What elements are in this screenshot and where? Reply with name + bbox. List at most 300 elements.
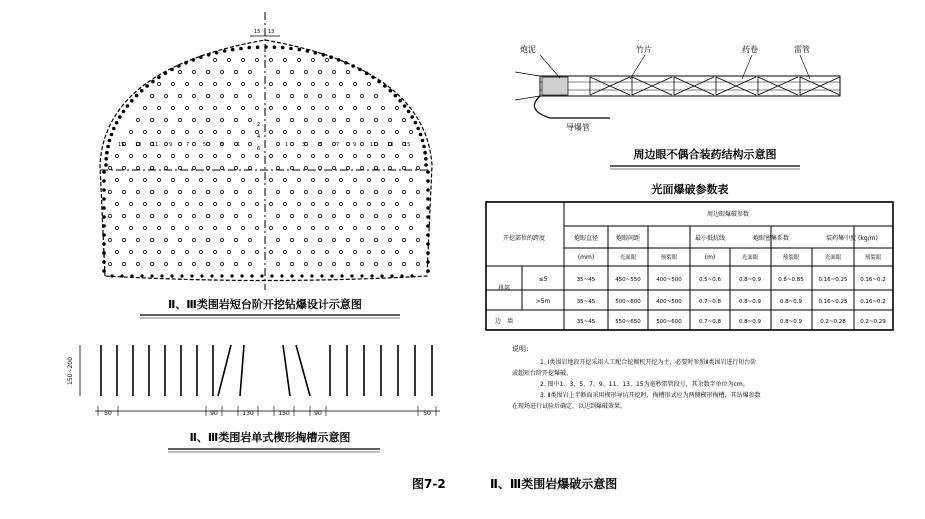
notes-heading: 说明:: [512, 345, 529, 353]
perimeter-hole: [223, 49, 227, 53]
label-stemming: 炮泥: [520, 45, 536, 54]
blast-hole: [374, 238, 377, 241]
blast-hole: [332, 214, 335, 217]
perimeter-hole: [118, 115, 122, 119]
blast-hole: [290, 262, 293, 265]
table-cell: 炮眼直径: [573, 235, 599, 242]
blast-hole: [115, 202, 118, 205]
blast-hole: [311, 154, 314, 157]
blast-hole: [143, 226, 146, 229]
perimeter-hole: [377, 80, 381, 84]
blast-hole: [367, 250, 370, 253]
blast-hole: [388, 238, 391, 241]
param-table-text: [495, 210, 886, 325]
perimeter-hole: [130, 274, 133, 277]
table-cell: 预裂眼: [864, 255, 882, 261]
perimeter-hole: [350, 274, 353, 277]
blast-hole: [199, 178, 202, 181]
blast-hole: [206, 70, 209, 73]
blast-hole: [255, 226, 258, 229]
cut-hole: [283, 345, 290, 396]
perimeter-hole: [421, 139, 425, 143]
table-cell: 0.8~0.9: [738, 277, 762, 283]
blast-hole: [220, 166, 223, 169]
perimeter-hole: [390, 274, 393, 277]
blast-hole: [325, 58, 328, 61]
blast-hole: [129, 154, 132, 157]
blast-hole: [178, 166, 181, 169]
perimeter-hole: [140, 274, 143, 277]
blast-hole: [416, 166, 419, 169]
blast-hole: [143, 106, 146, 109]
table-cell: 0.2~0.28: [820, 319, 846, 325]
table-cell: 炮眼密集系数: [752, 235, 790, 242]
perimeter-hole: [300, 274, 303, 277]
perimeter-hole: [170, 68, 174, 72]
blast-hole: [318, 214, 321, 217]
blast-hole: [241, 154, 244, 157]
perimeter-hole: [426, 269, 430, 273]
blast-hole: [381, 106, 384, 109]
cut-hole: [240, 345, 244, 396]
table-cell: 0.16~0.25: [818, 299, 848, 305]
figure-number: 图7-2: [412, 477, 446, 491]
blast-hole: [360, 118, 363, 121]
blast-hole: [108, 166, 111, 169]
blast-hole: [304, 94, 307, 97]
table-cell: (mm): [577, 254, 595, 261]
blast-hole: [171, 226, 174, 229]
blast-hole: [360, 190, 363, 193]
perimeter-hole: [145, 84, 149, 88]
perimeter-hole: [410, 274, 413, 277]
blast-hole: [143, 178, 146, 181]
table-cell: >5m: [535, 298, 551, 305]
blast-hole: [227, 130, 230, 133]
blast-hole: [381, 226, 384, 229]
stemming-plug: [542, 77, 568, 95]
blast-hole: [318, 70, 321, 73]
blast-hole: [241, 178, 244, 181]
blast-hole: [143, 154, 146, 157]
blast-hole: [115, 226, 118, 229]
blast-hole: [269, 178, 272, 181]
blast-hole: [206, 238, 209, 241]
perimeter-hole: [190, 274, 193, 277]
blast-hole: [129, 226, 132, 229]
perimeter-hole: [102, 269, 106, 273]
table-cell: 450~550: [615, 277, 641, 283]
blast-hole: [304, 262, 307, 265]
blast-hole: [360, 214, 363, 217]
blast-hole: [381, 250, 384, 253]
blast-hole: [339, 82, 342, 85]
blast-hole: [395, 226, 398, 229]
blast-hole: [227, 106, 230, 109]
perimeter-hole: [135, 94, 139, 98]
blast-hole: [248, 118, 251, 121]
blast-hole: [276, 70, 279, 73]
blast-hole: [409, 130, 412, 133]
perimeter-hole: [110, 133, 114, 137]
blast-hole: [241, 58, 244, 61]
blast-hole: [346, 214, 349, 217]
blast-hole: [248, 262, 251, 265]
perimeter-hole: [200, 274, 203, 277]
hole-number: 3: [220, 142, 224, 148]
table-cell: 预裂眼: [660, 255, 678, 261]
blast-hole: [276, 166, 279, 169]
blast-hole: [367, 178, 370, 181]
blast-hole: [220, 70, 223, 73]
blast-hole: [157, 202, 160, 205]
hole-number: 9: [353, 142, 357, 148]
table-cell: ≤5: [538, 276, 548, 283]
blast-hole: [402, 166, 405, 169]
blast-hole: [276, 118, 279, 121]
blast-hole: [339, 226, 342, 229]
blast-hole: [388, 166, 391, 169]
blast-hole: [157, 154, 160, 157]
perimeter-hole: [310, 274, 313, 277]
perimeter-hole: [260, 274, 263, 277]
perimeter-hole: [180, 274, 183, 277]
blast-hole: [402, 118, 405, 121]
blast-hole: [402, 214, 405, 217]
blast-hole: [234, 190, 237, 193]
blast-hole: [276, 190, 279, 193]
perimeter-hole: [360, 274, 363, 277]
blast-hole: [185, 82, 188, 85]
perimeter-hole: [426, 179, 430, 183]
blast-hole: [381, 154, 384, 157]
blast-hole: [234, 166, 237, 169]
blast-hole: [353, 250, 356, 253]
perimeter-hole: [102, 179, 106, 183]
blast-hole: [325, 202, 328, 205]
blast-hole: [185, 106, 188, 109]
blast-hole: [360, 238, 363, 241]
center-number: 4: [257, 134, 261, 140]
blast-hole: [157, 178, 160, 181]
cut-diagram-title: Ⅱ、Ⅲ类围岩单式楔形掏槽示意图: [189, 431, 351, 444]
blast-hole: [227, 250, 230, 253]
blast-hole: [304, 166, 307, 169]
blast-hole: [157, 82, 160, 85]
blast-hole: [255, 202, 258, 205]
perimeter-hole: [344, 61, 348, 65]
blast-hole: [388, 118, 391, 121]
blast-hole: [311, 178, 314, 181]
blast-holes: [102, 45, 430, 277]
blast-hole: [213, 130, 216, 133]
blast-hole: [199, 202, 202, 205]
blast-hole: [360, 94, 363, 97]
perimeter-hole: [106, 145, 110, 149]
perimeter-hole: [160, 274, 163, 277]
blast-hole: [171, 106, 174, 109]
blast-hole: [276, 214, 279, 217]
perimeter-hole: [102, 251, 106, 255]
blast-hole: [402, 238, 405, 241]
blast-hole: [178, 70, 181, 73]
blast-hole: [185, 202, 188, 205]
blast-hole: [395, 250, 398, 253]
blast-hole: [290, 70, 293, 73]
blast-hole: [283, 154, 286, 157]
blast-hole: [325, 82, 328, 85]
perimeter-hole: [270, 274, 273, 277]
perimeter-hole: [207, 53, 211, 57]
table-cell: 35~45: [576, 277, 596, 283]
perimeter-hole: [150, 274, 153, 277]
blast-hole: [269, 106, 272, 109]
perimeter-hole: [407, 110, 411, 114]
perimeter-hole: [231, 48, 235, 52]
blast-hole: [129, 178, 132, 181]
blast-hole: [374, 190, 377, 193]
blast-hole: [241, 202, 244, 205]
blast-hole: [164, 142, 167, 145]
blast-hole: [374, 118, 377, 121]
hole-number: 13: [387, 142, 394, 148]
center-number: 6: [257, 146, 261, 152]
blast-hole: [199, 226, 202, 229]
blast-hole: [255, 178, 258, 181]
blast-hole: [248, 190, 251, 193]
blast-hole: [297, 202, 300, 205]
table-cell: 400~500: [656, 277, 682, 283]
blast-hole: [129, 202, 132, 205]
blast-hole: [269, 154, 272, 157]
blast-hole: [388, 262, 391, 265]
blast-hole: [108, 262, 111, 265]
blast-hole: [213, 58, 216, 61]
blast-hole: [367, 154, 370, 157]
blast-hole: [150, 166, 153, 169]
blast-hole: [150, 190, 153, 193]
cut-dimension: 50: [104, 410, 112, 417]
perimeter-hole: [199, 55, 203, 59]
blast-hole: [304, 118, 307, 121]
blast-hole: [395, 130, 398, 133]
blast-hole: [171, 130, 174, 133]
perimeter-hole: [410, 115, 414, 119]
blast-hole: [115, 154, 118, 157]
blast-hole: [199, 250, 202, 253]
blast-hole: [248, 70, 251, 73]
blast-hole: [157, 226, 160, 229]
blast-hole: [241, 250, 244, 253]
blast-hole: [136, 214, 139, 217]
blast-hole: [185, 250, 188, 253]
perimeter-hole: [423, 151, 427, 155]
blast-hole: [290, 238, 293, 241]
blast-hole: [332, 238, 335, 241]
perimeter-hole: [426, 215, 430, 219]
blast-hole: [325, 130, 328, 133]
blast-hole: [206, 142, 209, 145]
perimeter-hole: [426, 188, 430, 192]
hole-number: 5: [319, 142, 323, 148]
table-cell: 500~600: [615, 299, 641, 305]
blast-hole: [297, 106, 300, 109]
blast-hole: [297, 58, 300, 61]
cut-dimension: 90: [210, 410, 218, 417]
blast-hole: [192, 166, 195, 169]
blast-hole: [332, 190, 335, 193]
blast-hole: [136, 262, 139, 265]
table-cell: 0.16~0.25: [818, 277, 848, 283]
blast-hole: [234, 262, 237, 265]
perimeter-hole: [329, 55, 333, 59]
blast-hole: [353, 226, 356, 229]
blast-hole: [395, 154, 398, 157]
perimeter-hole: [426, 233, 430, 237]
perimeter-hole: [102, 188, 106, 192]
blast-hole: [332, 118, 335, 121]
blast-hole: [311, 130, 314, 133]
blast-hole: [234, 238, 237, 241]
table-cell: 500~600: [656, 319, 682, 325]
center-number: 2: [257, 122, 261, 128]
blast-hole: [150, 118, 153, 121]
table-cell: (m): [704, 254, 716, 261]
blast-hole: [213, 82, 216, 85]
blast-hole: [353, 130, 356, 133]
perimeter-hole: [370, 274, 373, 277]
blast-hole: [206, 262, 209, 265]
perimeter-hole: [102, 242, 106, 246]
blast-hole: [122, 262, 125, 265]
perimeter-hole: [102, 197, 106, 201]
blast-hole: [339, 106, 342, 109]
blast-hole: [311, 226, 314, 229]
blast-hole: [353, 154, 356, 157]
blast-hole: [213, 154, 216, 157]
perimeter-hole: [424, 163, 428, 167]
table-cell: 0.8~0.9: [779, 299, 803, 305]
blast-hole: [297, 154, 300, 157]
table-cell: 0.2~0.29: [860, 319, 886, 325]
hole-numbers: [118, 142, 410, 148]
blast-hole: [381, 130, 384, 133]
blast-hole: [255, 106, 258, 109]
perimeter-hole: [383, 84, 387, 88]
blast-hole: [108, 190, 111, 193]
blast-hole: [248, 142, 251, 145]
blast-hole: [122, 190, 125, 193]
cut-depth-label: 150~200: [67, 357, 74, 385]
blast-hole: [311, 106, 314, 109]
note-line: 1. Ⅰ类围岩地段开挖采用人工配合挖掘机开挖为主，必要时参照Ⅱ类围岩进行短台阶: [540, 359, 757, 366]
perimeter-hole: [102, 215, 106, 219]
blast-hole: [171, 82, 174, 85]
blast-hole: [157, 250, 160, 253]
blast-hole: [206, 214, 209, 217]
blast-hole: [115, 178, 118, 181]
blast-hole: [178, 190, 181, 193]
param-table-grid: [486, 202, 893, 330]
figure-title: Ⅱ、Ⅲ类围岩爆破示意图: [490, 477, 618, 491]
blast-hole: [346, 70, 349, 73]
perimeter-hole: [426, 260, 430, 264]
blast-hole: [297, 178, 300, 181]
blast-hole: [311, 82, 314, 85]
detonating-cord: [534, 96, 610, 118]
blast-hole: [276, 94, 279, 97]
perimeter-hole: [273, 45, 277, 49]
table-cell: 周边眼爆破参数: [706, 211, 750, 218]
perimeter-hole: [104, 163, 108, 167]
perimeter-hole: [389, 89, 393, 93]
blast-hole: [157, 130, 160, 133]
blast-hole: [115, 250, 118, 253]
blast-hole: [192, 238, 195, 241]
blast-hole: [122, 166, 125, 169]
blast-hole: [360, 262, 363, 265]
blast-hole: [395, 106, 398, 109]
hole-number: 13: [135, 142, 142, 148]
blast-hole: [402, 262, 405, 265]
table-cell: 边 墙: [494, 318, 514, 325]
blast-hole: [416, 262, 419, 265]
blast-hole: [332, 70, 335, 73]
blast-hole: [269, 130, 272, 133]
blast-hole: [290, 118, 293, 121]
blast-hole: [297, 82, 300, 85]
blast-hole: [164, 190, 167, 193]
perimeter-hole: [380, 274, 383, 277]
blast-hole: [360, 142, 363, 145]
blast-hole: [346, 190, 349, 193]
cut-dimension: 90: [314, 410, 322, 417]
hole-number: 9: [169, 142, 173, 148]
blast-hole: [248, 166, 251, 169]
perimeter-hole: [426, 224, 430, 228]
blast-hole: [304, 238, 307, 241]
blast-hole: [304, 214, 307, 217]
blast-hole: [395, 202, 398, 205]
cut-hole: [296, 345, 310, 396]
blast-hole: [185, 130, 188, 133]
blast-hole: [136, 238, 139, 241]
blast-hole: [269, 82, 272, 85]
blast-hole: [318, 118, 321, 121]
blast-hole: [283, 130, 286, 133]
table-cell: 0.16~0.2: [860, 299, 886, 305]
param-table-title: 光面爆破参数表: [651, 183, 729, 196]
perimeter-hole: [164, 72, 168, 76]
blast-hole: [409, 154, 412, 157]
table-cell: 0.7~0.8: [698, 299, 722, 305]
blast-hole: [150, 94, 153, 97]
blast-hole: [290, 166, 293, 169]
blast-hole: [290, 214, 293, 217]
perimeter-hole: [108, 139, 112, 143]
blast-hole: [353, 106, 356, 109]
blast-hole: [353, 178, 356, 181]
perimeter-hole: [122, 110, 126, 114]
perimeter-hole: [314, 51, 318, 55]
cut-diagram: [67, 345, 440, 417]
center-numbers: [257, 122, 260, 152]
blast-hole: [241, 130, 244, 133]
hole-number: 7: [186, 142, 190, 148]
blast-hole: [150, 262, 153, 265]
blast-hole: [234, 94, 237, 97]
table-cell: 光面眼: [619, 255, 637, 261]
